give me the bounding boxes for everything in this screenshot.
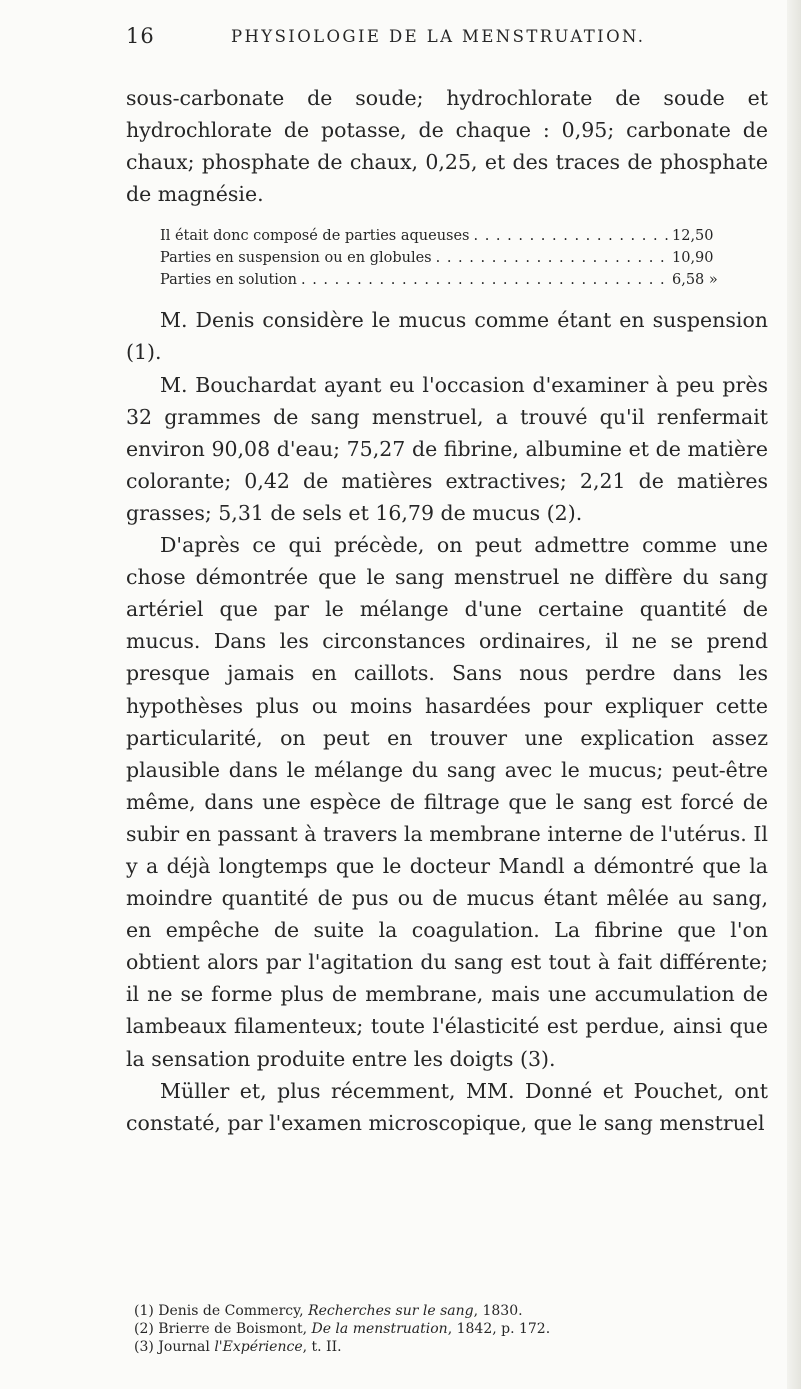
table-row-label: Il était donc composé de parties aqueuses	[160, 228, 470, 245]
leader-dots	[436, 247, 668, 269]
paragraph-3: M. Bouchardat ayant eu l'occasion d'examiner à peu près 32 grammes de sang menstruel, a trouvé qu'il renfermait environ 90,08 d'eau; 75,27 de fibrine, albumine et de matière colorante; 0,42 de matières extractives; 2,21 de matières grasses; 5,31 de sels et 16,79 de mucus (2).	[126, 372, 768, 525]
footnote-3	[134, 1338, 764, 1356]
paragraph-4: D'après ce qui précède, on peut admettre comme une chose démontrée que le sang menstruel ne diffère du sang artériel que par le mélange d'une certaine quantité de mucus. Dans les circonstances ordinaires, il ne se prend presque jamais en caillots. Sans nous perdre dans les hypothèses plus ou moins hasardées pour expliquer cette particularité, on peut en trouver une explication assez plausible dans le mélange du sang avec le mucus; peut-être même, dans une espèce de filtrage que le sang est forcé de subir en passant à travers la membrane interne de l'utérus. Il y a déjà longtemps que le docteur Mandl a démontré que la moindre quantité de pus ou de mucus étant mêlée au sang, en empêche de suite la coagulation. La fibrine que l'on obtient alors par l'agitation du sang est tout à fait différente; il ne se forme plus de membrane, mais une accumulation de lambeaux filamenteux; toute l'élasticité est perdue, ainsi que la sensation produite entre les doigts (3).	[126, 533, 768, 1071]
table-row	[160, 225, 744, 247]
footnote-suffix: , t. II.	[302, 1339, 342, 1355]
running-title: PHYSIOLOGIE DE LA MENSTRUATION.	[231, 27, 646, 46]
table-row-value: 6,58 »	[672, 272, 718, 289]
table-row-label: Parties en suspension ou en globules	[160, 250, 432, 267]
composition-table	[160, 225, 744, 291]
table-row-label: Parties en solution	[160, 272, 297, 289]
table-row	[160, 247, 744, 269]
table-row	[160, 269, 744, 291]
page-number: 16	[126, 24, 155, 48]
footnote-suffix: , 1830.	[473, 1303, 523, 1319]
footnote-prefix: (2) Brierre de Boismont,	[134, 1321, 312, 1337]
footnote-title: Recherches sur le sang	[308, 1303, 474, 1319]
table-row-value: 10,90	[672, 250, 714, 267]
body-text	[126, 82, 768, 1139]
paragraph-5: Müller et, plus récemment, MM. Donné et Pouchet, ont constaté, par l'examen microscopique, que le sang menstruel	[126, 1078, 768, 1135]
footnote-1	[134, 1302, 764, 1320]
footnote-2	[134, 1320, 764, 1338]
footnote-prefix: (1) Denis de Commercy,	[134, 1303, 309, 1319]
page-edge-shadow	[787, 0, 801, 1389]
leader-dots	[474, 225, 669, 247]
footnotes	[134, 1302, 764, 1356]
footnote-title: l'Expérience	[214, 1339, 303, 1355]
page-header	[126, 24, 726, 54]
footnote-suffix: , 1842, p. 172.	[447, 1321, 551, 1337]
paragraph-1: sous-carbonate de soude; hydrochlorate de soude et hydrochlorate de potasse, de chaque : 0,95; carbonate de chaux; phosphate de chaux, 0,25, et des traces de phosphate de magnésie.	[126, 86, 768, 207]
table-row-value: 12,50	[672, 228, 714, 245]
leader-dots	[301, 269, 668, 291]
paragraph-2: M. Denis considère le mucus comme étant en suspension (1).	[126, 308, 768, 365]
footnote-prefix: (3) Journal	[134, 1339, 215, 1355]
footnote-title: De la menstruation	[311, 1321, 448, 1337]
